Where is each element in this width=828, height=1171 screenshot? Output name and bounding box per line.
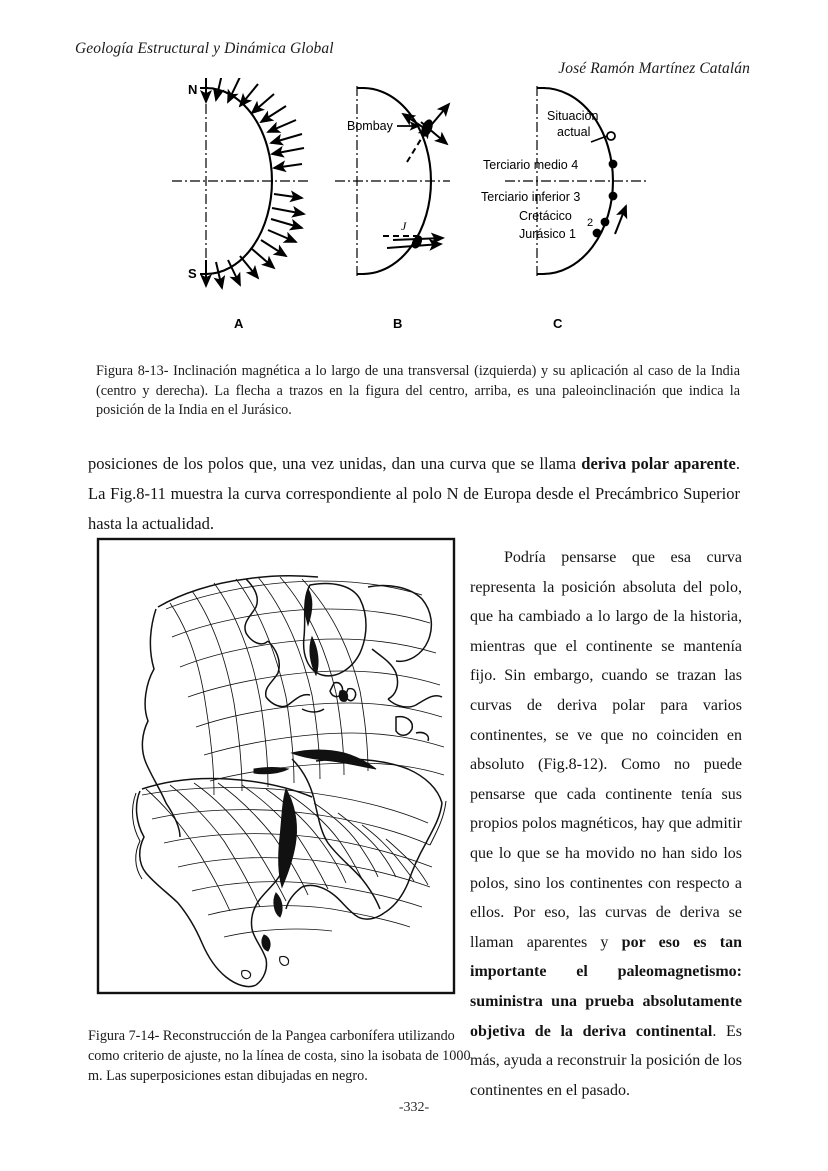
panel-c-marker-cretacico [601, 218, 610, 227]
panel-c-number-cretacico: 2 [587, 217, 594, 229]
header-book-title: Geología Estructural y Dinámica Global [75, 40, 334, 57]
body-text-part2: . La Fig.8-11 muestra la curva correspondiente al polo N de Europa desde el Precámbrico Superior hasta la actualidad. [88, 453, 740, 533]
panel-a-north-label: N [188, 82, 198, 97]
panel-a-diagram [172, 78, 308, 288]
panel-c-label-jurasico: Jurásico 1 [519, 227, 576, 241]
panel-c-marker-terciario-inferior [609, 192, 618, 201]
figure-8-13-caption: Figura 8-13- Inclinación magnética a lo largo de una transversal (izquierda) y su aplicación al caso de la India (centro y derecha). La flecha a trazos en la figura del centro, arriba, es una paleoinclinación que indica la posición de la India en el Jurásico. [96, 363, 740, 418]
figure-8-13-graphic [150, 78, 690, 343]
body-term-deriva-polar-aparente: deriva polar aparente [581, 453, 736, 473]
header-author-name: José Ramón Martínez Catalán [558, 60, 750, 77]
panel-c-label-actual-line1: Situación [547, 109, 599, 123]
panel-c-label-actual-line2: actual [557, 125, 591, 139]
figure-8-13-panel-labels [150, 316, 690, 336]
panel-c-label-cretacico: Cretácico [519, 209, 572, 223]
panel-label-c: C [553, 316, 563, 331]
body-text-part1: posiciones de los polos que, una vez unidas, dan una curva que se llama [88, 453, 582, 473]
panel-c-marker-terciario-medio [609, 160, 618, 169]
right-text-emphasis: por eso es tan importante el paleomagnetismo: suministra una prueba absolutamente objetiva de la deriva continental [470, 933, 742, 1040]
right-column-paragraph [470, 543, 742, 1105]
panel-b-diagram [335, 86, 450, 276]
panel-c-marker-jurasico [593, 229, 602, 238]
panel-c-marker-actual [607, 132, 615, 140]
figure-7-14-pangea-map [96, 537, 456, 995]
panel-b-bombay-label: Bombay [347, 119, 393, 133]
figure-7-14-caption: Figura 7-14- Reconstrucción de la Pangea carbonífera utilizando como criterio de ajuste, no la línea de costa, sino la isobata de 1000 m. Las superposiciones estan dibujadas en negro. [88, 1028, 471, 1084]
right-text-part1: Podría pensarse que esa curva representa la posición absoluta del polo, que ha cambiado a lo largo de la historia, mientras que el continente se mantenía fijo. Sin embargo, cuando se trazan las curvas de deriva polar para varios continentes, se ve que no coinciden en absoluto (Fig.8-12). Como no puede pensarse que cada continente tenía sus propios polos magnéticos, hay que admitir que lo que se ha movido no han sido los polos, sino los continentes con respecto a ellos. Por eso, las curvas de deriva se llaman aparentes y [470, 549, 742, 951]
panel-b-jurassic-label: J [401, 219, 407, 233]
panel-label-a: A [234, 316, 244, 331]
panel-a-south-label: S [188, 266, 197, 281]
panel-c-diagram [481, 86, 647, 276]
panel-label-b: B [393, 316, 403, 331]
panel-c-label-terciario-inferior: Terciario inferior 3 [481, 190, 581, 204]
right-text-part2: . Es más, ayuda a reconstruir la posición de los continentes en el pasado. [470, 1022, 743, 1099]
panel-c-label-terciario-medio: Terciario medio 4 [483, 158, 579, 172]
body-paragraph [88, 449, 740, 539]
page-number: -332- [398, 1100, 430, 1115]
